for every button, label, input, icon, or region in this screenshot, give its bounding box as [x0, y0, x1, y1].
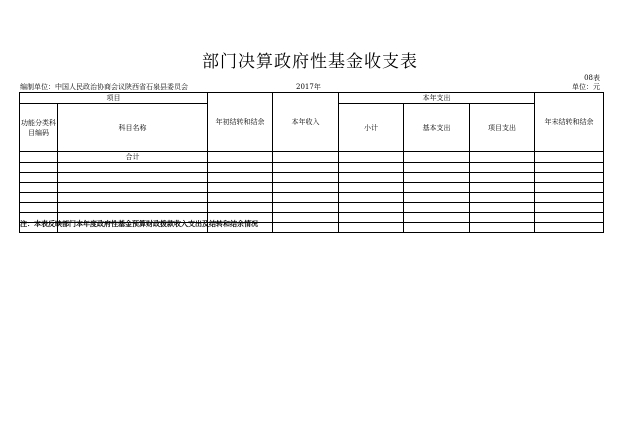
table-cell [273, 173, 339, 183]
header-current-expense: 本年支出 [339, 93, 535, 104]
table-cell [404, 152, 470, 163]
table-row [20, 163, 604, 173]
table-cell [208, 163, 273, 173]
table-cell [339, 183, 404, 193]
table-cell [339, 213, 404, 223]
table-cell [535, 193, 604, 203]
table-row [20, 203, 604, 213]
compiling-unit: 编制单位：中国人民政治协商会议陕西省石泉县委员会 [20, 83, 188, 91]
table-cell [58, 193, 208, 203]
total-row [20, 152, 604, 163]
table-cell [339, 163, 404, 173]
table-cell [58, 183, 208, 193]
header-end-balance: 年末结转和结余 [535, 93, 604, 152]
header-item: 项目 [20, 93, 208, 104]
table-cell [535, 223, 604, 233]
table-cell [58, 163, 208, 173]
table-cell [208, 152, 273, 163]
table-cell [535, 183, 604, 193]
table-cell [58, 203, 208, 213]
table-cell [273, 223, 339, 233]
table-cell [470, 163, 535, 173]
table-cell [535, 203, 604, 213]
table-cell [535, 163, 604, 173]
header-project: 项目支出 [470, 104, 535, 152]
table-cell [208, 173, 273, 183]
header-basic: 基本支出 [404, 104, 470, 152]
page-title: 部门决算政府性基金收支表 [202, 52, 418, 72]
table-cell [470, 173, 535, 183]
table-cell [404, 203, 470, 213]
table-cell [470, 213, 535, 223]
report-year: 2017年 [296, 83, 321, 91]
table-cell [404, 173, 470, 183]
header-row-1 [20, 93, 604, 104]
table-cell [535, 213, 604, 223]
table-cell [339, 223, 404, 233]
table-cell [470, 183, 535, 193]
table-cell [273, 193, 339, 203]
table-cell [273, 183, 339, 193]
table-cell [535, 152, 604, 163]
table-cell [339, 203, 404, 213]
header-subtotal: 小计 [339, 104, 404, 152]
table-cell [273, 213, 339, 223]
table-cell [273, 152, 339, 163]
table-cell [20, 193, 58, 203]
table-cell [470, 193, 535, 203]
table-cell [208, 203, 273, 213]
currency-unit: 单位：元 [572, 83, 600, 91]
table-cell [339, 193, 404, 203]
table-cell [404, 193, 470, 203]
header-begin-balance: 年初结转和结余 [208, 93, 273, 152]
table-cell [20, 183, 58, 193]
table-cell [208, 193, 273, 203]
table-cell [20, 173, 58, 183]
table-cell [339, 152, 404, 163]
table-cell [339, 173, 404, 183]
header-subject-name: 科目名称 [58, 104, 208, 152]
table-cell [273, 203, 339, 213]
table-note: 注：本表反映部门本年度政府性基金预算财政拨款收入支出及结转和结余情况 [20, 220, 258, 228]
table-cell [208, 183, 273, 193]
table-cell [470, 223, 535, 233]
table-cell [470, 152, 535, 163]
table-cell [20, 163, 58, 173]
table-cell [58, 173, 208, 183]
total-label: 合计 [58, 152, 208, 163]
table-row [20, 173, 604, 183]
table-cell [470, 203, 535, 213]
table-cell [404, 163, 470, 173]
table-row [20, 193, 604, 203]
table-cell [535, 173, 604, 183]
header-income: 本年收入 [273, 93, 339, 152]
table-cell [20, 152, 58, 163]
header-func-code: 功能分类科目编码 [20, 104, 58, 152]
table-cell [20, 203, 58, 213]
table-cell [404, 183, 470, 193]
table-row [20, 183, 604, 193]
table-cell [273, 163, 339, 173]
table-cell [404, 223, 470, 233]
table-cell [404, 213, 470, 223]
table-id: 08表 [584, 74, 600, 82]
fund-table [19, 92, 604, 233]
